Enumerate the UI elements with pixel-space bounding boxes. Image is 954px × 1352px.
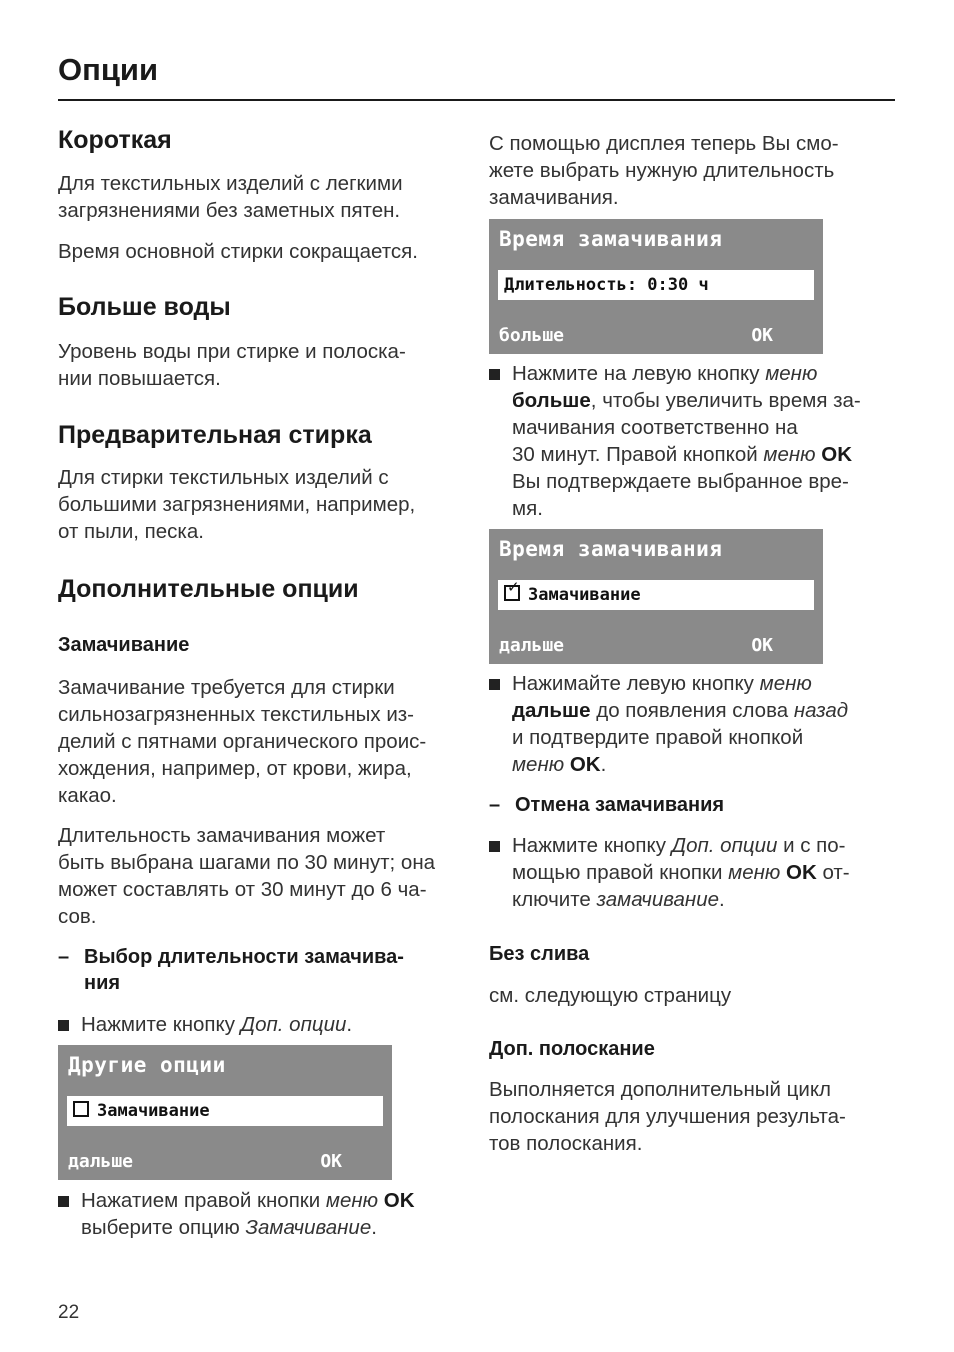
softkey-left-label: дальше: [68, 1151, 134, 1172]
prewash-paragraph: Для стирки текстильных изделий с большими загрязнениями, например, от пыли, песка.: [58, 466, 416, 543]
more-water-paragraph: Уровень воды при стирке и полоска- нии повышается.: [58, 340, 406, 390]
soak-paragraph-2: Длительность замачивания может быть выбрана шагами по 30 минут; она может составлять от 30 минут до 6 ча- сов.: [58, 824, 436, 928]
heading-no-drain: Без слива: [489, 943, 590, 965]
heading-extra-options: Дополнительные опции: [58, 575, 359, 603]
short-paragraph-1: Для текстильных изделий с легкими загрязнениями без заметных пятен.: [58, 172, 403, 222]
checkbox-checked-icon: ✓: [504, 585, 520, 601]
softkey-right-label: OK: [320, 1151, 342, 1172]
display-title: Время замачивания: [499, 227, 723, 251]
display-intro-paragraph: С помощью дисплея теперь Вы смо- жете выбрать нужную длительность замачивания.: [489, 132, 839, 209]
heading-short: Короткая: [58, 126, 172, 154]
instruction-press-extra-options: Нажмите кнопку Доп. опции.: [58, 1011, 352, 1038]
cancel-soak-subheading: – Отмена замачивания: [489, 794, 725, 816]
softkey-left-label: дальше: [499, 635, 565, 656]
checkbox-empty-icon: [73, 1101, 89, 1117]
short-paragraph-2: Время основной стирки сокращается.: [58, 240, 418, 263]
page-title: Опции: [58, 52, 159, 87]
extra-rinse-paragraph: Выполняется дополнительный цикл полоскания для улучшения результа- тов полоскания.: [489, 1078, 846, 1155]
soak-duration-subheading: – Выбор длительности замачива- ния: [58, 946, 404, 994]
instruction-press-next: Нажимайте левую кнопку меню дальше до появления слова назад и подтвердите правой кнопкой меню OK.: [489, 670, 848, 778]
instruction-cancel-soak: Нажмите кнопку Доп. опции и с по- мощью правой кнопки меню OK от- ключите замачивание.: [489, 832, 850, 913]
page-number: 22: [58, 1302, 80, 1323]
heading-soak: Замачивание: [58, 634, 190, 656]
bullet-square-icon: [58, 1196, 69, 1207]
heading-extra-rinse: Доп. полоскание: [489, 1038, 655, 1060]
display-title: Другие опции: [68, 1053, 226, 1077]
bullet-square-icon: [489, 369, 500, 380]
title-divider: [58, 99, 895, 101]
instruction-increase-time: Нажмите на левую кнопку меню больше, чтобы увеличить время за- мачивания соответственно на 30 минут. Правой кнопкой меню OK Вы подтверждаете выбранное вре- мя.: [489, 360, 861, 522]
softkey-right-label: OK: [751, 635, 773, 656]
display-title: Время замачивания: [499, 537, 723, 561]
display-selected-field: ✓ Замачивание: [498, 580, 814, 610]
instruction-select-soak: Нажатием правой кнопки меню OK выберите опцию Замачивание.: [58, 1187, 415, 1241]
display-soak-confirm: [489, 529, 823, 664]
softkey-left-label: больше: [499, 325, 565, 346]
display-selected-field: Длительность: 0:30 ч: [498, 270, 814, 300]
softkey-right-label: OK: [751, 325, 773, 346]
bullet-square-icon: [58, 1020, 69, 1031]
bullet-square-icon: [489, 679, 500, 690]
heading-more-water: Больше воды: [58, 293, 231, 321]
bullet-square-icon: [489, 841, 500, 852]
no-drain-paragraph: см. следующую страницу: [489, 984, 732, 1007]
display-selected-field: Замачивание: [67, 1096, 383, 1126]
heading-prewash: Предварительная стирка: [58, 421, 372, 449]
display-other-options: [58, 1045, 392, 1180]
soak-paragraph-1: Замачивание требуется для стирки сильнозагрязненных текстильных из- делий с пятнами органического проис- хождения, например, от крови, жира, какао.: [58, 676, 427, 807]
display-soak-duration: [489, 219, 823, 354]
